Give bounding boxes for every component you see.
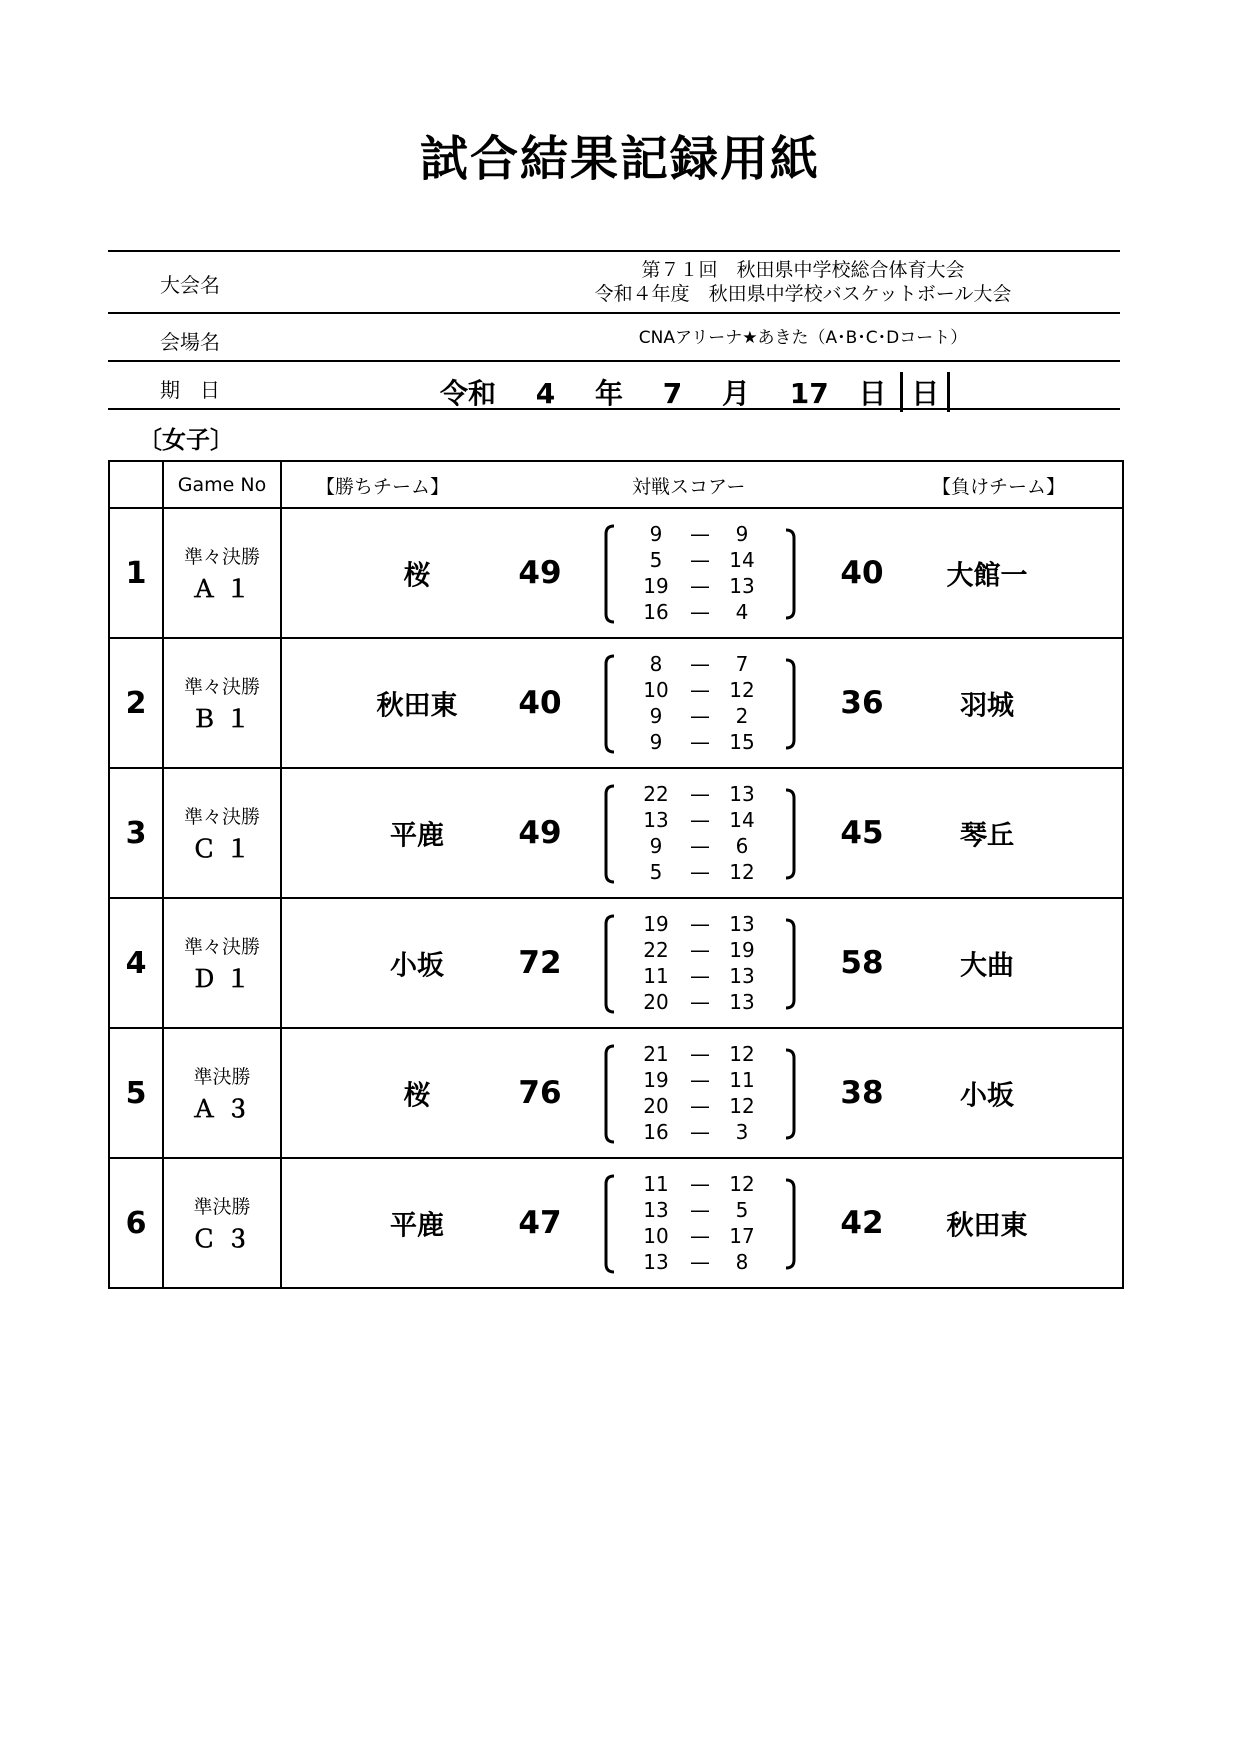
quarter-scores <box>600 652 800 756</box>
date-weekday: 日 <box>900 372 950 412</box>
quarter-dash: — <box>690 808 710 832</box>
date-label: 期 日 <box>160 378 220 402</box>
venue-row <box>108 314 1120 362</box>
winner-score: 72 <box>518 945 562 981</box>
game-number: 1 <box>109 508 163 638</box>
quarter-loser-points: 12 <box>729 1172 755 1196</box>
quarter-loser-points: 14 <box>729 808 755 832</box>
quarter-winner-points: 13 <box>643 1198 669 1222</box>
quarter-dash: — <box>690 574 710 598</box>
game-round <box>163 898 281 1028</box>
loser-score: 38 <box>840 1075 884 1111</box>
quarter-winner-points: 16 <box>643 1120 669 1144</box>
round-name: 準々決勝 <box>183 806 260 828</box>
winner-score: 47 <box>518 1205 562 1241</box>
quarter-dash: — <box>690 912 710 936</box>
game-row <box>109 1028 1123 1158</box>
quarter-loser-points: 13 <box>729 574 755 598</box>
quarter-scores <box>600 522 800 626</box>
quarter-score <box>600 912 800 938</box>
quarter-dash: — <box>690 1172 710 1196</box>
quarter-winner-points: 9 <box>649 730 663 754</box>
quarter-score <box>600 574 800 600</box>
date-era: 令和 <box>440 377 497 410</box>
quarter-dash: — <box>690 1120 710 1144</box>
date-day-unit: 日 <box>858 377 887 410</box>
loser-score: 36 <box>840 685 884 721</box>
game-row <box>109 768 1123 898</box>
quarter-winner-points: 22 <box>643 938 669 962</box>
quarter-score <box>600 522 800 548</box>
date-month-unit: 月 <box>722 377 751 410</box>
winner-team: 秋田東 <box>376 690 458 722</box>
quarter-loser-points: 13 <box>729 990 755 1014</box>
quarter-loser-points: 5 <box>735 1198 749 1222</box>
quarter-winner-points: 13 <box>643 808 669 832</box>
quarter-scores <box>600 1042 800 1146</box>
quarter-score <box>600 704 800 730</box>
round-name: 準々決勝 <box>183 546 260 568</box>
quarter-score <box>600 1042 800 1068</box>
event-label: 大会名 <box>160 273 220 297</box>
quarter-score <box>600 730 800 756</box>
quarter-dash: — <box>690 1198 710 1222</box>
header-game-no: Game No <box>163 461 281 508</box>
quarter-winner-points: 13 <box>643 1250 669 1274</box>
winner-team: 平鹿 <box>390 1210 444 1242</box>
section-title: 〔女子〕 <box>138 426 234 454</box>
game-row <box>109 898 1123 1028</box>
quarter-dash: — <box>690 834 710 858</box>
quarter-score <box>600 548 800 574</box>
quarter-loser-points: 13 <box>729 912 755 936</box>
quarter-score <box>600 1068 800 1094</box>
quarter-winner-points: 9 <box>649 522 663 546</box>
quarter-winner-points: 22 <box>643 782 669 806</box>
loser-team: 琴丘 <box>960 820 1014 852</box>
header-loser: 【負けチーム】 <box>932 476 1066 498</box>
event-name <box>108 258 1240 306</box>
quarter-winner-points: 11 <box>643 964 669 988</box>
game-code: Ａ３ <box>192 1095 260 1123</box>
results-table <box>108 460 1124 1289</box>
quarter-loser-points: 15 <box>729 730 755 754</box>
winner-score: 49 <box>518 555 562 591</box>
event-line2: 令和４年度 秋田県中学校バスケットボール大会 <box>594 283 1012 305</box>
game-result <box>281 898 1123 1028</box>
game-result <box>281 1158 1123 1288</box>
quarter-score <box>600 1094 800 1120</box>
page-title: 試合結果記録用紙 <box>419 131 820 187</box>
quarter-loser-points: 11 <box>729 1068 755 1092</box>
header-blank <box>109 461 163 508</box>
winner-team: 桜 <box>403 560 431 592</box>
game-number: 2 <box>109 638 163 768</box>
header-main <box>281 461 1123 508</box>
quarter-scores <box>600 782 800 886</box>
game-row <box>109 508 1123 638</box>
quarter-loser-points: 12 <box>729 678 755 702</box>
loser-score: 40 <box>840 555 884 591</box>
quarter-winner-points: 19 <box>643 1068 669 1092</box>
quarter-score <box>600 1198 800 1224</box>
quarter-scores <box>600 912 800 1016</box>
venue-name: CNAアリーナ★あきた（A･B･C･Dコート） <box>638 328 968 348</box>
quarter-winner-points: 10 <box>643 678 669 702</box>
quarter-loser-points: 13 <box>729 782 755 806</box>
quarter-loser-points: 13 <box>729 964 755 988</box>
game-round <box>163 508 281 638</box>
quarter-score <box>600 1120 800 1146</box>
event-line1: 第７１回 秋田県中学校総合体育大会 <box>641 259 965 281</box>
loser-team: 大館一 <box>946 560 1028 592</box>
quarter-dash: — <box>690 782 710 806</box>
quarter-dash: — <box>690 1042 710 1066</box>
quarter-score <box>600 938 800 964</box>
quarter-winner-points: 20 <box>643 990 669 1014</box>
loser-score: 45 <box>840 815 884 851</box>
loser-team: 羽城 <box>960 690 1014 722</box>
quarter-score <box>600 782 800 808</box>
quarter-score <box>600 1224 800 1250</box>
quarter-winner-points: 20 <box>643 1094 669 1118</box>
quarter-score <box>600 990 800 1016</box>
round-name: 準決勝 <box>193 1196 251 1218</box>
quarter-winner-points: 19 <box>643 574 669 598</box>
winner-team: 桜 <box>403 1080 431 1112</box>
quarter-dash: — <box>690 730 710 754</box>
loser-score: 58 <box>840 945 884 981</box>
quarter-loser-points: 12 <box>729 860 755 884</box>
quarter-loser-points: 14 <box>729 548 755 572</box>
quarter-score <box>600 808 800 834</box>
game-row <box>109 1158 1123 1288</box>
game-number: 4 <box>109 898 163 1028</box>
game-result <box>281 508 1123 638</box>
quarter-dash: — <box>690 1224 710 1248</box>
game-code: Ｂ１ <box>192 705 260 733</box>
quarter-dash: — <box>690 860 710 884</box>
game-code: Ｃ１ <box>192 835 260 863</box>
winner-team: 平鹿 <box>390 820 444 852</box>
winner-score: 49 <box>518 815 562 851</box>
quarter-scores <box>600 1172 800 1276</box>
quarter-winner-points: 8 <box>649 652 663 676</box>
quarter-dash: — <box>690 600 710 624</box>
date-value <box>440 372 950 412</box>
game-result <box>281 1028 1123 1158</box>
quarter-dash: — <box>690 704 710 728</box>
quarter-loser-points: 17 <box>729 1224 755 1248</box>
round-name: 準決勝 <box>193 1066 251 1088</box>
quarter-winner-points: 21 <box>643 1042 669 1066</box>
header-score: 対戦スコアー <box>632 476 746 498</box>
game-result <box>281 638 1123 768</box>
venue-label: 会場名 <box>160 330 220 354</box>
quarter-score <box>600 1250 800 1276</box>
quarter-winner-points: 19 <box>643 912 669 936</box>
game-code: Ａ１ <box>192 575 260 603</box>
quarter-score <box>600 860 800 886</box>
quarter-dash: — <box>690 1250 710 1274</box>
quarter-winner-points: 11 <box>643 1172 669 1196</box>
quarter-dash: — <box>690 522 710 546</box>
game-number: 6 <box>109 1158 163 1288</box>
quarter-dash: — <box>690 938 710 962</box>
loser-team: 小坂 <box>960 1080 1014 1112</box>
quarter-dash: — <box>690 990 710 1014</box>
quarter-loser-points: 12 <box>729 1094 755 1118</box>
winner-team: 小坂 <box>390 950 444 982</box>
game-row <box>109 638 1123 768</box>
quarter-dash: — <box>690 1094 710 1118</box>
date-day: 17 <box>789 377 829 410</box>
winner-score: 76 <box>518 1075 562 1111</box>
game-number: 5 <box>109 1028 163 1158</box>
quarter-winner-points: 9 <box>649 834 663 858</box>
game-round <box>163 1158 281 1288</box>
quarter-score <box>600 964 800 990</box>
quarter-dash: — <box>690 678 710 702</box>
quarter-score <box>600 678 800 704</box>
quarter-winner-points: 10 <box>643 1224 669 1248</box>
quarter-loser-points: 7 <box>735 652 749 676</box>
event-row <box>108 252 1120 314</box>
game-code: Ｃ３ <box>192 1225 260 1253</box>
quarter-loser-points: 6 <box>735 834 749 858</box>
quarter-dash: — <box>690 1068 710 1092</box>
header-winner: 【勝ちチーム】 <box>316 476 450 498</box>
quarter-loser-points: 8 <box>735 1250 749 1274</box>
winner-score: 40 <box>518 685 562 721</box>
game-number: 3 <box>109 768 163 898</box>
quarter-loser-points: 3 <box>735 1120 749 1144</box>
quarter-loser-points: 12 <box>729 1042 755 1066</box>
header-row <box>109 461 1123 508</box>
quarter-loser-points: 4 <box>735 600 749 624</box>
loser-team: 大曲 <box>960 950 1014 982</box>
quarter-winner-points: 5 <box>649 860 663 884</box>
quarter-loser-points: 19 <box>729 938 755 962</box>
date-year: 4 <box>535 377 556 410</box>
round-name: 準々決勝 <box>183 936 260 958</box>
loser-team: 秋田東 <box>946 1210 1028 1242</box>
game-result <box>281 768 1123 898</box>
round-name: 準々決勝 <box>183 676 260 698</box>
quarter-loser-points: 9 <box>735 522 749 546</box>
game-round <box>163 638 281 768</box>
loser-score: 42 <box>840 1205 884 1241</box>
date-year-unit: 年 <box>595 377 624 410</box>
quarter-winner-points: 5 <box>649 548 663 572</box>
quarter-score <box>600 834 800 860</box>
quarter-loser-points: 2 <box>735 704 749 728</box>
quarter-score <box>600 600 800 626</box>
quarter-winner-points: 16 <box>643 600 669 624</box>
quarter-dash: — <box>690 548 710 572</box>
quarter-score <box>600 1172 800 1198</box>
quarter-winner-points: 9 <box>649 704 663 728</box>
game-code: Ｄ１ <box>192 965 260 993</box>
quarter-dash: — <box>690 652 710 676</box>
game-round <box>163 768 281 898</box>
date-month: 7 <box>662 377 683 410</box>
quarter-score <box>600 652 800 678</box>
game-round <box>163 1028 281 1158</box>
quarter-dash: — <box>690 964 710 988</box>
